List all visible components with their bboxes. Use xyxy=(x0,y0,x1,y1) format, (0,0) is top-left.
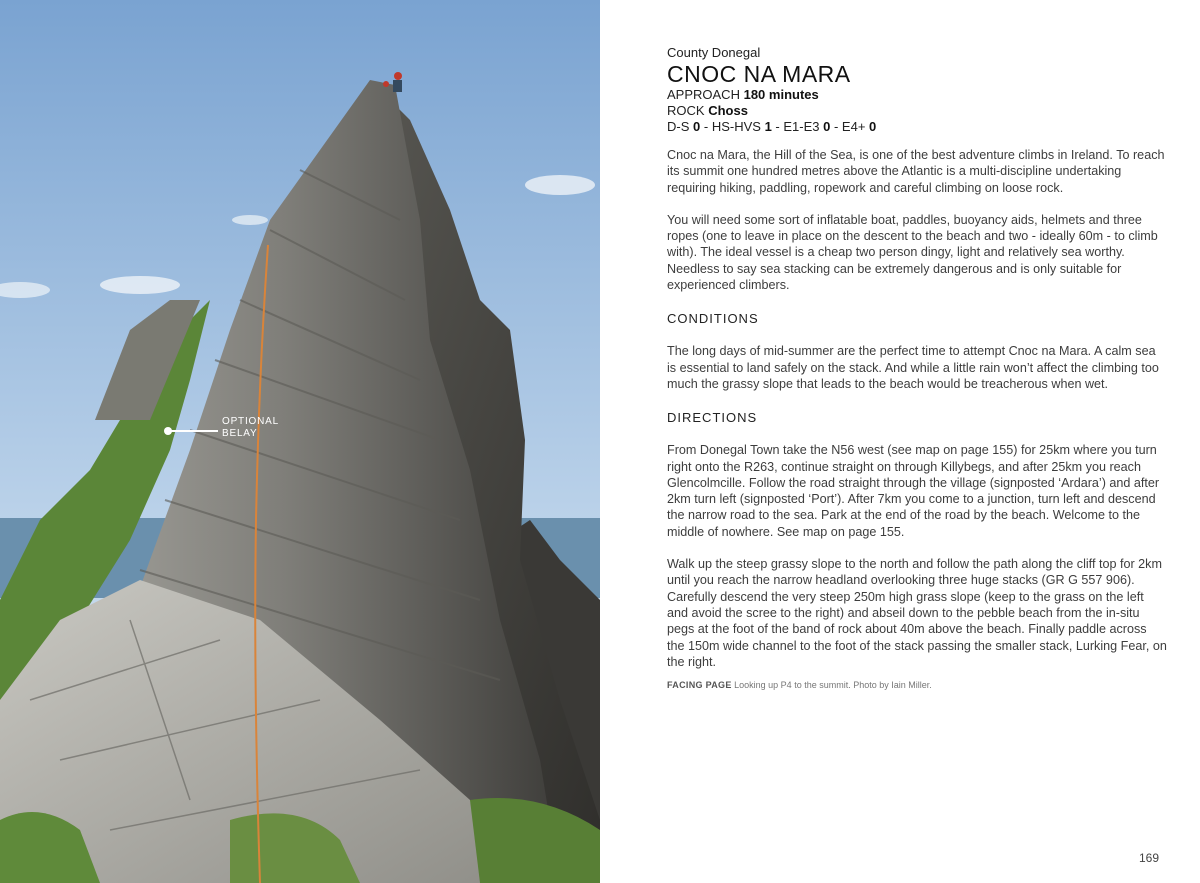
grade-range: HS-HVS xyxy=(711,119,761,134)
directions-heading: DIRECTIONS xyxy=(667,410,758,426)
grade-count: 1 xyxy=(764,119,772,134)
approach-label: APPROACH xyxy=(667,87,740,102)
grade-separator: - xyxy=(771,119,784,134)
intro-paragraph-2: You will need some sort of inflatable boat, paddles, buoyancy aids, helmets and three ropes (one to leave in place on the descent to the beach and two - ideally 60m - to climb with). The ideal vessel is a cheap two person dingy, light and relatively sea worthy. Needless to say sea stacking can be extremely dangerous and is only suitable for experienced climbers. xyxy=(667,212,1158,293)
rock-label: ROCK xyxy=(667,103,705,118)
intro-paragraph-1: Cnoc na Mara, the Hill of the Sea, is one of the best adventure climbs in Ireland. To reach its summit one hundred metres above the Atlantic is a multi-discipline undertaking requiring hiking, paddling, ropework and careful climbing on loose rock. xyxy=(667,148,1165,195)
photo-caption xyxy=(667,680,1167,690)
grade-separator: - xyxy=(830,119,842,134)
page-number: 169 xyxy=(1139,851,1160,865)
text-column xyxy=(667,45,1167,690)
grade-range: D-S xyxy=(667,119,690,134)
grade-range: E4+ xyxy=(841,119,866,134)
rock-value: Choss xyxy=(708,103,748,118)
caption-label: FACING PAGE xyxy=(667,680,732,691)
conditions-heading: CONDITIONS xyxy=(667,311,759,327)
conditions-paragraph: The long days of mid-summer are the perfect time to attempt Cnoc na Mara. A calm sea is essential to land safely on the stack. And while a little rain won’t affect the climbing too much the grassy slope that leads to the beach would be treacherous when wet. xyxy=(667,344,1159,391)
rock-line xyxy=(667,103,1167,119)
grade-separator: - xyxy=(700,119,712,134)
grade-line xyxy=(667,119,1167,135)
grade-range: E1-E3 xyxy=(783,119,820,134)
directions-paragraph-2: Walk up the steep grassy slope to the north and follow the path along the cliff top for 2km until you reach the narrow headland overlooking three huge stacks (GR G 557 906). Carefully descend the very steep 250m high grass slope (keep to the grass on the left and avoid the scree to the right) and abseil down to the pebble beach from the in-situ pegs at the foot of the band of rock about 40m above the beach. Finally paddle across the 150m wide channel to the foot of the stack passing the smaller stack, Lurking Fear, on the right. xyxy=(667,557,1167,669)
page-title: CNOC NA MARA xyxy=(667,61,851,87)
grade-count: 0 xyxy=(869,119,877,134)
grade-count: 0 xyxy=(823,119,831,134)
approach-value: 180 minutes xyxy=(743,87,819,102)
caption-text: Looking up P4 to the summit. Photo by Iain Miller. xyxy=(731,680,932,691)
directions-paragraph-1: From Donegal Town take the N56 west (see map on page 155) for 25km where you turn right onto the R263, continue straight on through Killybegs, and after 25km you reach Glencolmcille. Follow the road straight through the village (signposted ‘Ardara’) and after 2km turn left (signposted ‘Port’). After 7km you come to a junction, turn left and descend the narrow road to the sea. Park at the end of the road by the beach. Welcome to the middle of nowhere. See map on page 155. xyxy=(667,443,1160,539)
belay-label: OPTIONAL BELAY xyxy=(222,416,279,439)
grade-count: 0 xyxy=(693,119,701,134)
region-label: County Donegal xyxy=(667,45,761,60)
approach-line xyxy=(667,87,1167,103)
